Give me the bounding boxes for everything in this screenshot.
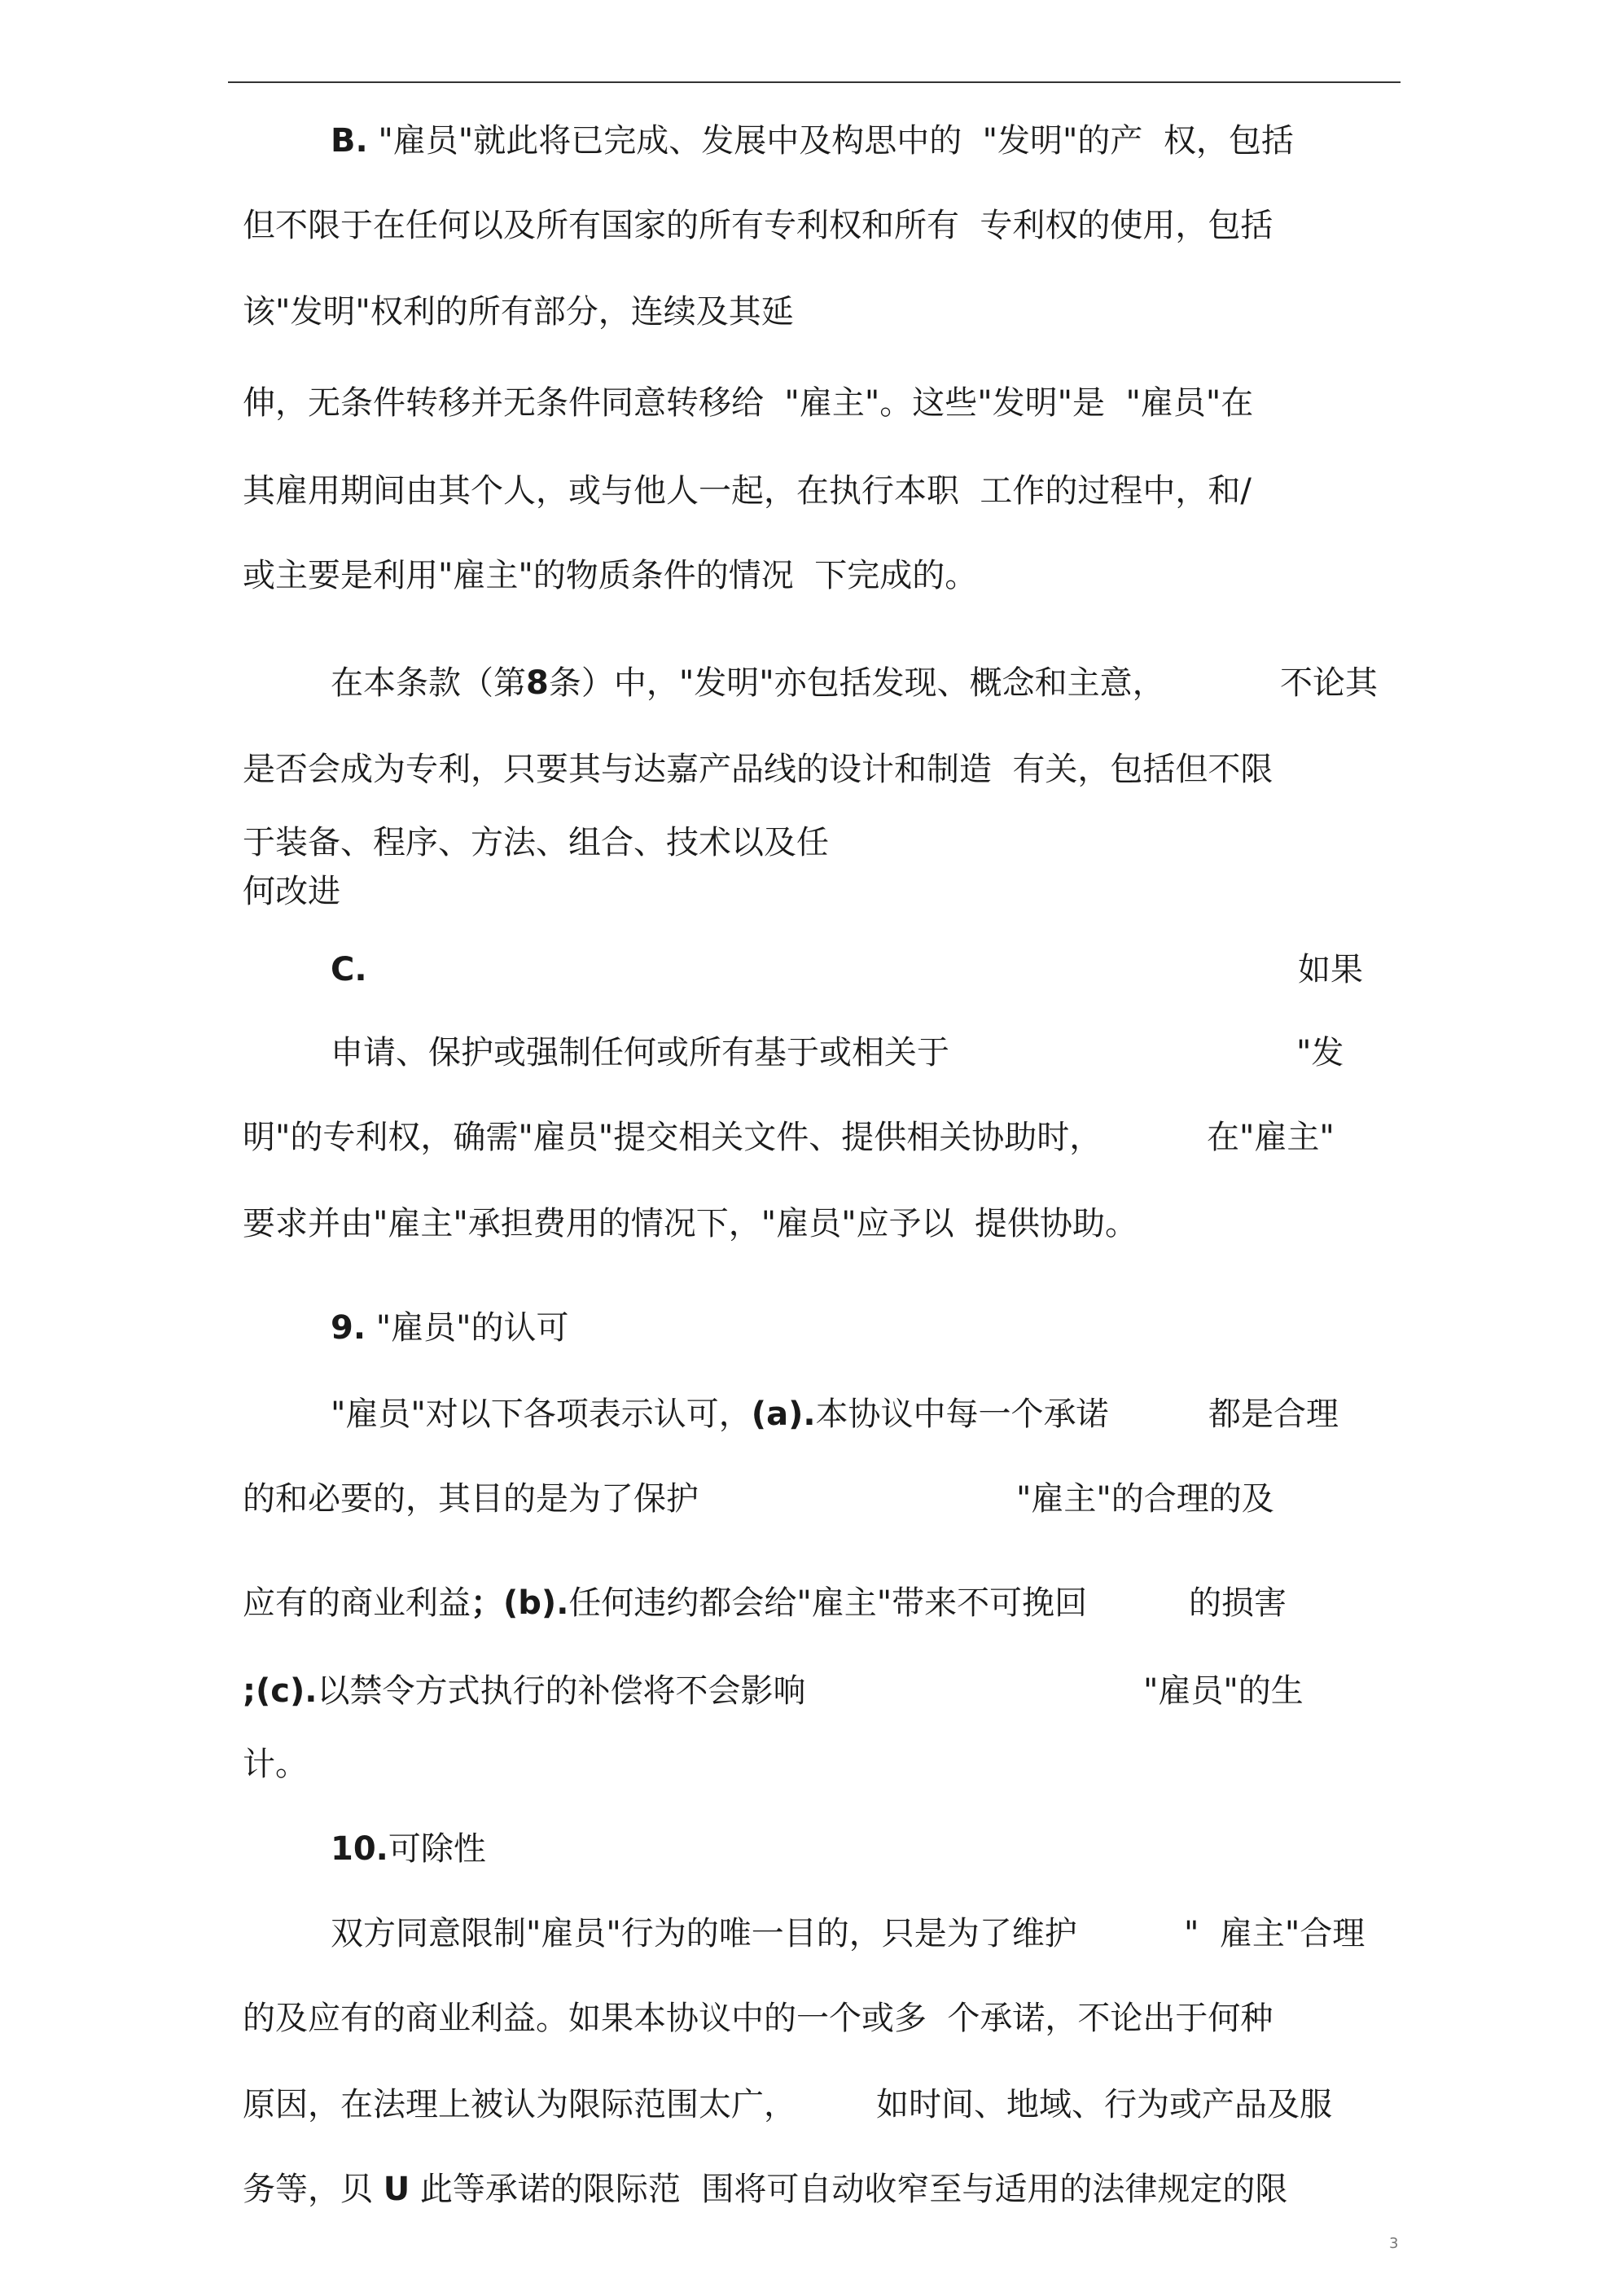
clause-b-line-2: 但不限于在任何以及所有国家的所有专利权和所有 专利权的使用，包括 (243, 207, 1273, 244)
section-9-line-3: 应有的商业利益；(b).任何违约都会给"雇主"带来不可挽回 (243, 1584, 1088, 1622)
clause-c-line-3-end: 在"雇主" (1207, 1119, 1335, 1156)
definition-line-4: 何改进 (243, 873, 340, 910)
page-number: 3 (1389, 2235, 1399, 2252)
section-9-line-5: 计。 (243, 1746, 308, 1783)
section-9-heading: 9. "雇员"的认可 (331, 1309, 569, 1347)
clause-b-line-6: 或主要是利用"雇主"的物质条件的情况 下完成的。 (243, 557, 978, 594)
section-10-line-1-end: " 雇主"合理 (1184, 1915, 1366, 1952)
definition-line-1-end: 不论其 (1280, 664, 1378, 702)
clause-b-label: B. (331, 122, 368, 160)
section-10-line-4: 务等，贝 U 此等承诺的限际范 围将可自动收窄至与适用的法律规定的限 (243, 2171, 1288, 2208)
section-9-line-1-end: 都是合理 (1208, 1396, 1339, 1433)
clause-c-line-2-end: "发 (1296, 1034, 1344, 1071)
clause-b-line-3: 该"发明"权利的所有部分，连续及其延 (243, 293, 794, 331)
clause-c-line-2: 申请、保护或强制任何或所有基于或相关于 (331, 1034, 949, 1071)
section-9-line-2: 的和必要的，其目的是为了保护 (243, 1480, 699, 1518)
clause-c-label: C. (331, 951, 367, 988)
clause-c-line-1-end: 如果 (1298, 951, 1363, 988)
section-10-line-3: 原因，在法理上被认为限际范围太广， (243, 2086, 796, 2123)
section-10-heading: 10.可除性 (331, 1830, 486, 1868)
clause-c-line-3: 明"的专利权，确需"雇员"提交相关文件、提供相关协助时， (243, 1119, 1103, 1156)
section-9-line-2-end: "雇主"的合理的及 (1016, 1480, 1274, 1518)
definition-line-2: 是否会成为专利，只要其与达嘉产品线的设计和制造 有关，包括但不限 (243, 751, 1273, 788)
clause-c-line-4: 要求并由"雇主"承担费用的情况下，"雇员"应予以 提供协助。 (243, 1205, 1138, 1242)
section-10-line-2: 的及应有的商业利益。如果本协议中的一个或多 个承诺，不论出于何种 (243, 2000, 1273, 2037)
clause-b-line-4: 伸，无条件转移并无条件同意转移给 "雇主"。这些"发明"是 "雇员"在 (243, 384, 1254, 422)
definition-line-1: 在本条款（第8条）中，"发明"亦包括发现、概念和主意， (331, 664, 1165, 702)
clause-b-line-1: B. "雇员"就此将已完成、发展中及构思中的 "发明"的产 权，包括 (331, 122, 1294, 160)
section-10-line-1: 双方同意限制"雇员"行为的唯一目的，只是为了维护 (331, 1915, 1077, 1952)
section-9-line-4-end: "雇员"的生 (1143, 1672, 1304, 1710)
section-9-line-4: ;(c).以禁令方式执行的补偿将不会影响 (243, 1672, 806, 1710)
header-rule (228, 81, 1401, 83)
section-9-line-3-end: 的损害 (1189, 1584, 1287, 1622)
section-10-line-3-end: 如时间、地域、行为或产品及服 (876, 2086, 1332, 2123)
section-9-line-1: "雇员"对以下各项表示认可，(a).本协议中每一个承诺 (331, 1396, 1109, 1433)
clause-b-line-5: 其雇用期间由其个人，或与他人一起，在执行本职 工作的过程中，和/ (243, 472, 1252, 510)
definition-line-3: 于装备、程序、方法、组合、技术以及任 (243, 824, 829, 861)
